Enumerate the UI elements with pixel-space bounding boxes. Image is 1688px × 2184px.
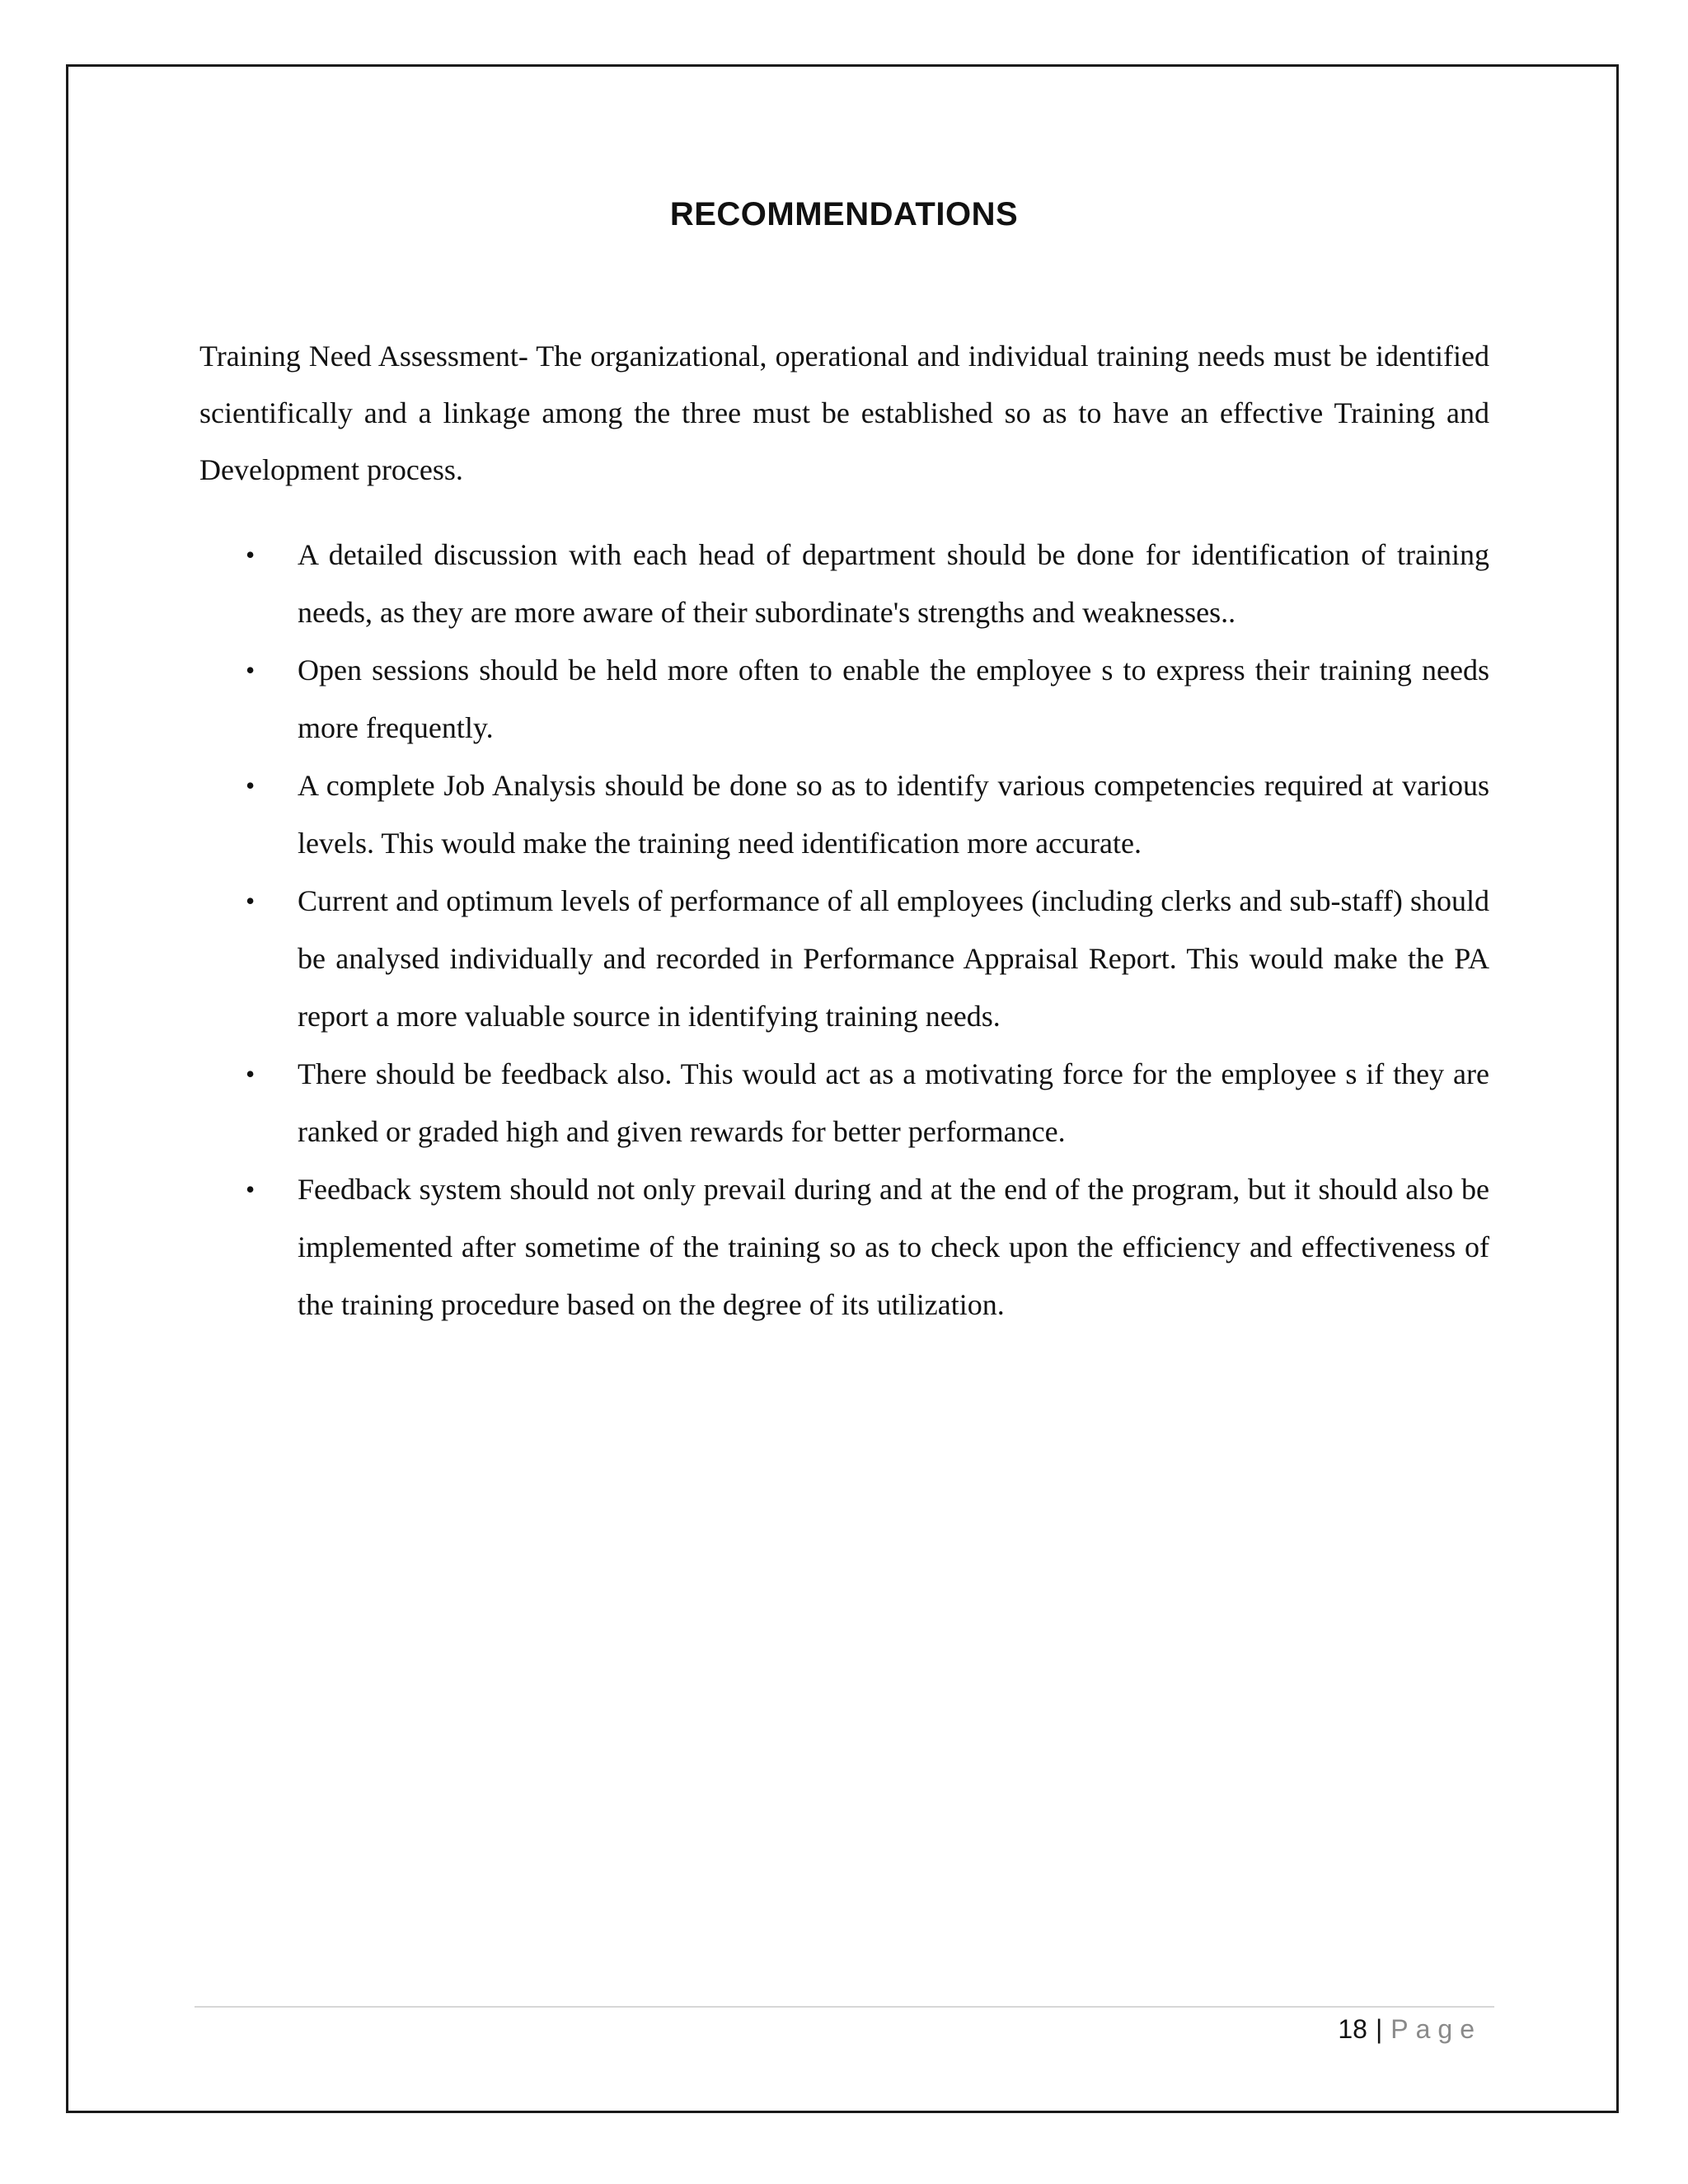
list-item [199,1045,1489,1160]
list-item-text: A complete Job Analysis should be done so as to identify various competencies required at various levels. This would make the training need identification more accurate. [298,769,1489,860]
page-footer [1338,2009,1482,2049]
list-item [199,1160,1489,1333]
footer-divider [195,2006,1494,2008]
recommendation-list [199,526,1489,1333]
page-title: RECOMMENDATIONS [669,196,1019,232]
page-number: 18 [1338,2014,1367,2044]
intro-paragraph: Training Need Assessment- The organizational, operational and individual training needs must be identified scientifically and a linkage among the three must be established so as to have an effective Training and Development process. [199,340,1489,486]
list-item [199,757,1489,872]
list-item-text: Open sessions should be held more often to enable the employee s to express their training needs more frequently. [298,654,1489,744]
bullet-icon: • [246,655,256,685]
list-item-text: A detailed discussion with each head of department should be done for identification of training needs, as they are more aware of their subordinate's strengths and weaknesses.. [298,538,1489,629]
list-item [199,526,1489,641]
bullet-icon: • [246,1174,256,1204]
bullet-icon: • [246,886,256,916]
list-item [199,641,1489,757]
list-item-text: Current and optimum levels of performance of all employees (including clerks and sub-staff) should be analysed individually and recorded in Performance Appraisal Report. This would make the PA report a more valuable source in identifying training needs. [298,884,1489,1033]
footer-separator: | [1375,2014,1383,2044]
page-label: Page [1390,2014,1482,2044]
list-item [199,872,1489,1045]
bullet-icon: • [246,540,256,569]
bullet-icon: • [246,1059,256,1089]
bullet-icon: • [246,771,256,800]
list-item-text: There should be feedback also. This would act as a motivating force for the employee s if they are ranked or graded high and given rewards for better performance. [298,1057,1489,1148]
list-item-text: Feedback system should not only prevail during and at the end of the program, but it should also be implemented after sometime of the training so as to check upon the efficiency and effectiveness of the training procedure based on the degree of its utilization. [298,1173,1489,1321]
